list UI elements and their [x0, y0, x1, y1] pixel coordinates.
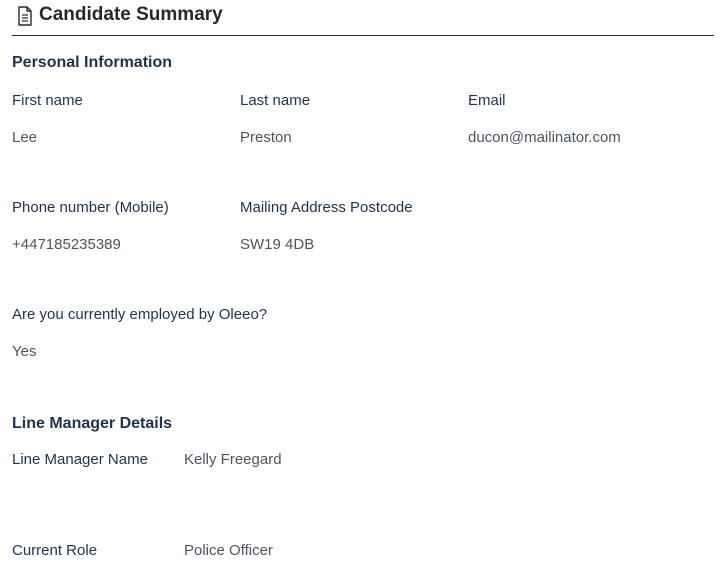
employed-label: Are you currently employed by Oleeo? [12, 306, 268, 323]
first-name-value: Lee [12, 129, 38, 146]
page-header [12, 0, 714, 36]
current-role-label: Current Role [12, 542, 98, 559]
email-label: Email [468, 92, 506, 109]
document-icon [16, 6, 34, 26]
line-manager-name-label: Line Manager Name [12, 451, 148, 468]
personal-information-heading: Personal Information [12, 54, 173, 71]
employed-value: Yes [12, 343, 37, 360]
last-name-value: Preston [240, 129, 292, 146]
line-manager-name-value: Kelly Freegard [184, 451, 282, 468]
email-value: ducon@mailinator.com [468, 129, 621, 146]
phone-label: Phone number (Mobile) [12, 199, 169, 216]
last-name-label: Last name [240, 92, 311, 109]
postcode-label: Mailing Address Postcode [240, 199, 413, 216]
current-role-value: Police Officer [184, 542, 273, 559]
line-manager-heading: Line Manager Details [12, 415, 173, 432]
postcode-value: SW19 4DB [240, 236, 315, 253]
page-title: Candidate Summary [39, 4, 223, 25]
first-name-label: First name [12, 92, 83, 109]
phone-value: +447185235389 [12, 236, 121, 253]
